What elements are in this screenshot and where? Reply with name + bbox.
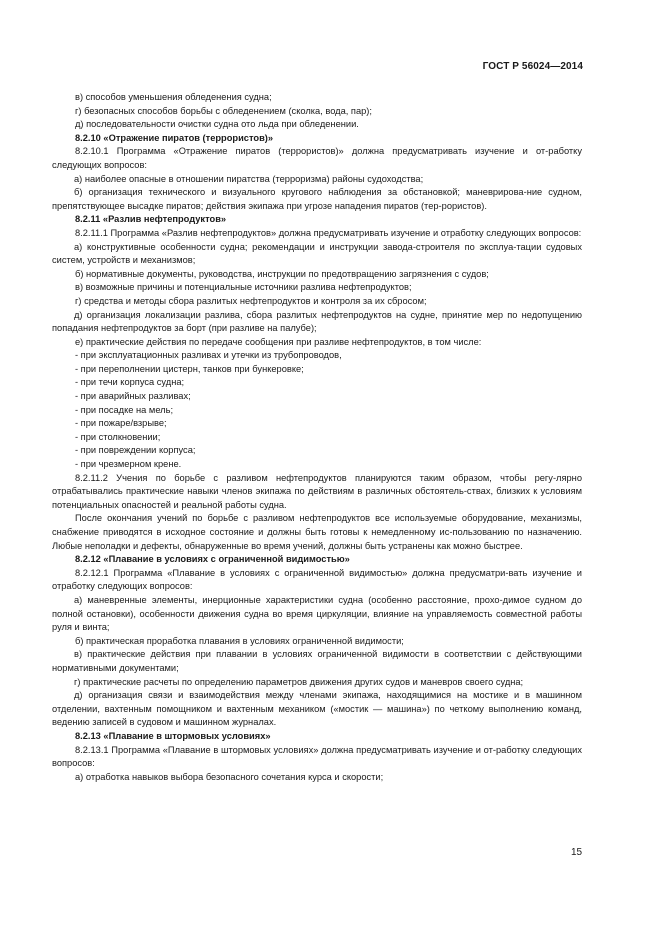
document-body — [52, 91, 582, 784]
list-item: г) практические расчеты по определению параметров движения других судов и маневров своего судна; — [74, 676, 524, 687]
paragraph: После окончания учений по борьбе с разливом нефтепродуктов все используемые оборудование, механизмы, снабжение приводятся в исходное состояние и должны быть готовы к немедленному ис-пользованию по назначению. Любые неполадки и дефекты, обнаруженные во время учений, должны быть устранены как можно быстрее. — [52, 513, 582, 551]
paragraph: 8.2.10.1 Программа «Отражение пиратов (террористов)» должна предусматривать изучение и от-работку следующих вопросов: — [52, 146, 582, 170]
page-number: 15 — [571, 847, 583, 858]
dash-item: - при эксплуатационных разливах и утечки из трубопроводов, — [75, 350, 342, 361]
list-item: д) последовательности очистки судна ото льда при обледенении. — [75, 119, 359, 130]
section-heading: 8.2.11 «Разлив нефтепродуктов» — [75, 214, 227, 225]
section-heading: 8.2.12 «Плавание в условиях с ограниченной видимостью» — [75, 554, 350, 565]
section-heading: 8.2.13 «Плавание в штормовых условиях» — [75, 730, 271, 741]
list-item: в) практические действия при плавании в условиях ограниченной видимости в соответствии с действующими нормативными документами; — [52, 649, 582, 673]
dash-item: - при посадке на мель; — [75, 404, 174, 415]
list-item: б) нормативные документы, руководства, инструкции по предотвращению загрязнения с судов; — [75, 268, 489, 279]
list-item: а) наиболее опасные в отношении пиратства (терроризма) районы судоходства; — [74, 173, 424, 184]
list-item: а) отработка навыков выбора безопасного сочетания курса и скорости; — [75, 771, 384, 782]
list-item: г) безопасных способов борьбы с обледенением (сколка, вода, пар); — [75, 105, 372, 116]
list-item: б) практическая проработка плавания в условиях ограниченной видимости; — [75, 635, 404, 646]
list-item: в) способов уменьшения обледенения судна; — [75, 92, 272, 102]
dash-item: - при повреждении корпуса; — [75, 445, 196, 456]
list-item: в) возможные причины и потенциальные источники разлива нефтепродуктов; — [75, 282, 412, 293]
list-item: е) практические действия по передаче сообщения при разливе нефтепродуктов, в том числе: — [75, 336, 482, 347]
paragraph: 8.2.13.1 Программа «Плавание в штормовых условиях» должна предусматривать изучение и от-работку следующих вопросов: — [52, 744, 582, 769]
list-item: д) организация связи и взаимодействия между членами экипажа, находящимися на мостике и в машинном отделении, вахтенным помощником и вахтенным механиком («мостик — машина») по четкому выполнению команд, ведению записей в судовом и машинном журналах. — [52, 690, 582, 728]
dash-item: - при пожаре/взрыве; — [75, 418, 167, 429]
paragraph: 8.2.12.1 Программа «Плавание в условиях с ограниченной видимостью» должна предусматри-вать изучение и отработку следующих вопросов: — [52, 567, 582, 592]
list-item: б) организация технического и визуального кругового наблюдения за обстановкой; маневрирова-ние судном, препятствующее высадке пиратов; действия экипажа при угрозе нападения пиратов (тер-рористов). — [52, 187, 582, 211]
list-item: д) организация локализации разлива, сбора разлитых нефтепродуктов на судне, принятие мер по недопущению попадания нефтепродуктов за борт (при разливе на палубе); — [52, 309, 582, 334]
dash-item: - при аварийных разливах; — [75, 391, 191, 402]
dash-item: - при переполнении цистерн, танков при бункеровке; — [75, 363, 304, 374]
dash-item: - при течи корпуса судна; — [75, 377, 185, 388]
dash-item: - при столкновении; — [75, 431, 161, 442]
standard-number: ГОСТ Р 56024—2014 — [482, 61, 583, 72]
list-item: а) маневренные элементы, инерционные характеристики судна (особенно расстояние, прохо-димое судном до полной остановки), особенности движения судна во время циркуляции, влияние на управляемость совместной работы руля и винта; — [52, 594, 582, 633]
section-heading: 8.2.10 «Отражение пиратов (террористов)» — [75, 132, 274, 143]
list-item: г) средства и методы сбора разлитых нефтепродуктов и контроля за их сбросом; — [75, 295, 427, 306]
paragraph: 8.2.11.1 Программа «Разлив нефтепродуктов» должна предусматривать изучение и отработку следующих вопросов: — [75, 227, 582, 238]
list-item: а) конструктивные особенности судна; рекомендации и инструкции завода-строителя по эксплуа-тации судовых систем, устройств и механизмов; — [52, 241, 582, 266]
dash-item: - при чрезмерном крене. — [75, 459, 182, 470]
paragraph: 8.2.11.2 Учения по борьбе с разливом нефтепродуктов планируются таким образом, чтобы регу-лярно отрабатывались практические навыки членов экипажа по действиям в различных обстоятель-ствах, близких к условиям потенциальных опасностей и реальной работы судна. — [52, 472, 582, 510]
